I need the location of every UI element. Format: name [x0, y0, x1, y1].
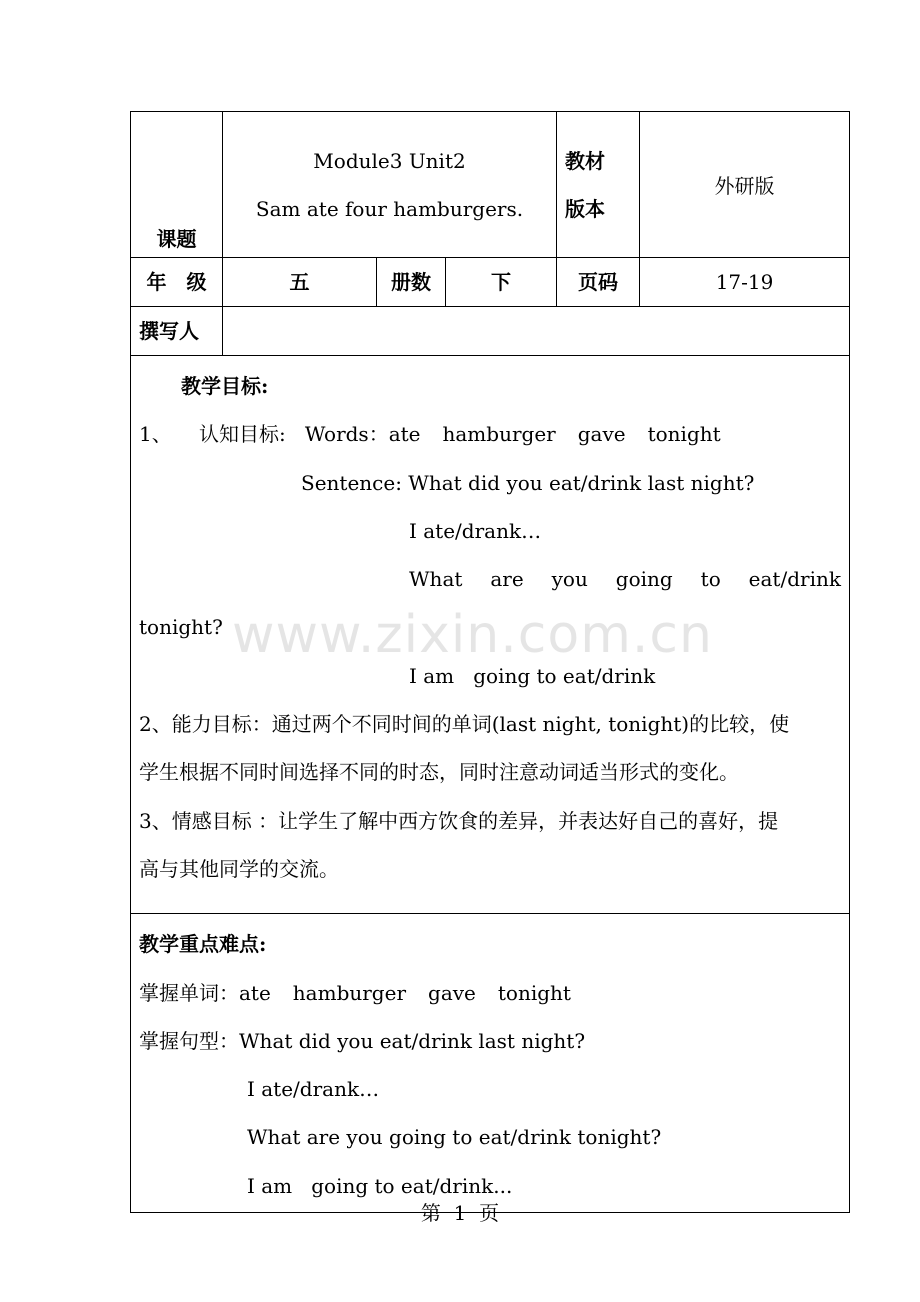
- keypoints-heading: 教学重点难点:: [139, 932, 267, 957]
- keypoints-sentence-4: I am going to eat/drink...: [247, 1173, 513, 1198]
- goal1-words-label: Words：: [304, 422, 389, 447]
- keypoints-sentence-line-1: [139, 1017, 841, 1065]
- goal3-line-2: 高与其他同学的交流。: [139, 856, 339, 881]
- keypoints-sentence-2: I ate/drank…: [247, 1077, 380, 1102]
- keypoints-sentence-1: What did you eat/drink last night?: [239, 1028, 586, 1053]
- sentence-line-3-cont: tonight?: [139, 615, 223, 640]
- title-line-2: Sam ate four hamburgers.: [255, 196, 524, 221]
- word: hamburger: [292, 980, 407, 1005]
- watermark: www.zixin.com.cn: [232, 605, 713, 665]
- goal1-num: 1、: [139, 422, 172, 447]
- goal1-label: 认知目标:: [199, 422, 286, 447]
- keypoints-row: [131, 914, 850, 1213]
- title-cell: [223, 112, 557, 258]
- title-row: [131, 112, 850, 258]
- page-value: 17-19: [640, 258, 850, 307]
- page-footer: 第 1 页: [420, 1201, 500, 1225]
- grade-value: 五: [223, 258, 377, 307]
- version-value: 外研版: [640, 112, 850, 258]
- writer-value: [223, 307, 850, 356]
- goal3-line-1: 3、情感目标 ：让学生了解中西方饮食的差异，并表达好自己的喜好，提: [139, 808, 779, 833]
- keypoints-words-line: [139, 969, 841, 1017]
- writer-row: [131, 307, 850, 356]
- sentence-word: are: [490, 567, 524, 592]
- sentence-line-4: I am going to eat/drink: [409, 663, 656, 688]
- keypoints-cell: [131, 914, 850, 1213]
- sentence-word: What: [409, 567, 463, 592]
- keypoints-sentence-3: What are you going to eat/drink tonight?: [247, 1125, 662, 1150]
- sentence-word: going: [615, 567, 673, 592]
- word: ate: [388, 422, 421, 447]
- goal2-line-2: 学生根据不同时间选择不同的时态，同时注意动词适当形式的变化。: [139, 760, 739, 785]
- goal2-line-1: 2、能力目标：通过两个不同时间的单词(last night, tonight)的比较，使: [139, 712, 790, 737]
- grade-label: 年 级: [131, 258, 223, 307]
- word: gave: [428, 980, 476, 1005]
- word: tonight: [647, 422, 721, 447]
- grade-row: [131, 258, 850, 307]
- goal1-words: [389, 422, 743, 446]
- title-label: 课题: [131, 112, 223, 258]
- word: gave: [577, 422, 626, 447]
- word: tonight: [497, 980, 571, 1005]
- objectives-cell: [131, 356, 850, 914]
- goal1-line: [139, 410, 841, 458]
- volume-label: 册数: [377, 258, 446, 307]
- keypoints-words-label: 掌握单词：: [139, 980, 239, 1005]
- version-label-2: 版本: [565, 196, 606, 221]
- title-line-1: Module3 Unit2: [313, 148, 466, 173]
- keypoints-words: [239, 981, 593, 1005]
- sentence-word: you: [551, 567, 588, 592]
- writer-label: 撰写人: [131, 307, 223, 356]
- sentence-line-3: [139, 555, 841, 603]
- objectives-row: [131, 356, 850, 914]
- volume-value: 下: [446, 258, 557, 307]
- keypoints-sentence-label: 掌握句型：: [139, 1028, 239, 1053]
- version-label: [557, 112, 640, 258]
- objectives-heading: 教学目标:: [181, 374, 269, 398]
- page-label: 页码: [557, 258, 640, 307]
- sentence-word: to: [700, 567, 721, 592]
- word: hamburger: [442, 422, 556, 447]
- version-label-1: 教材: [565, 148, 606, 173]
- sentence-line-2: I ate/drank…: [409, 518, 542, 543]
- sentence-line-1: Sentence: What did you eat/drink last night?: [301, 470, 755, 495]
- lesson-plan-table: [130, 111, 850, 1213]
- sentence-word: eat/drink: [748, 567, 841, 592]
- word: ate: [239, 980, 271, 1005]
